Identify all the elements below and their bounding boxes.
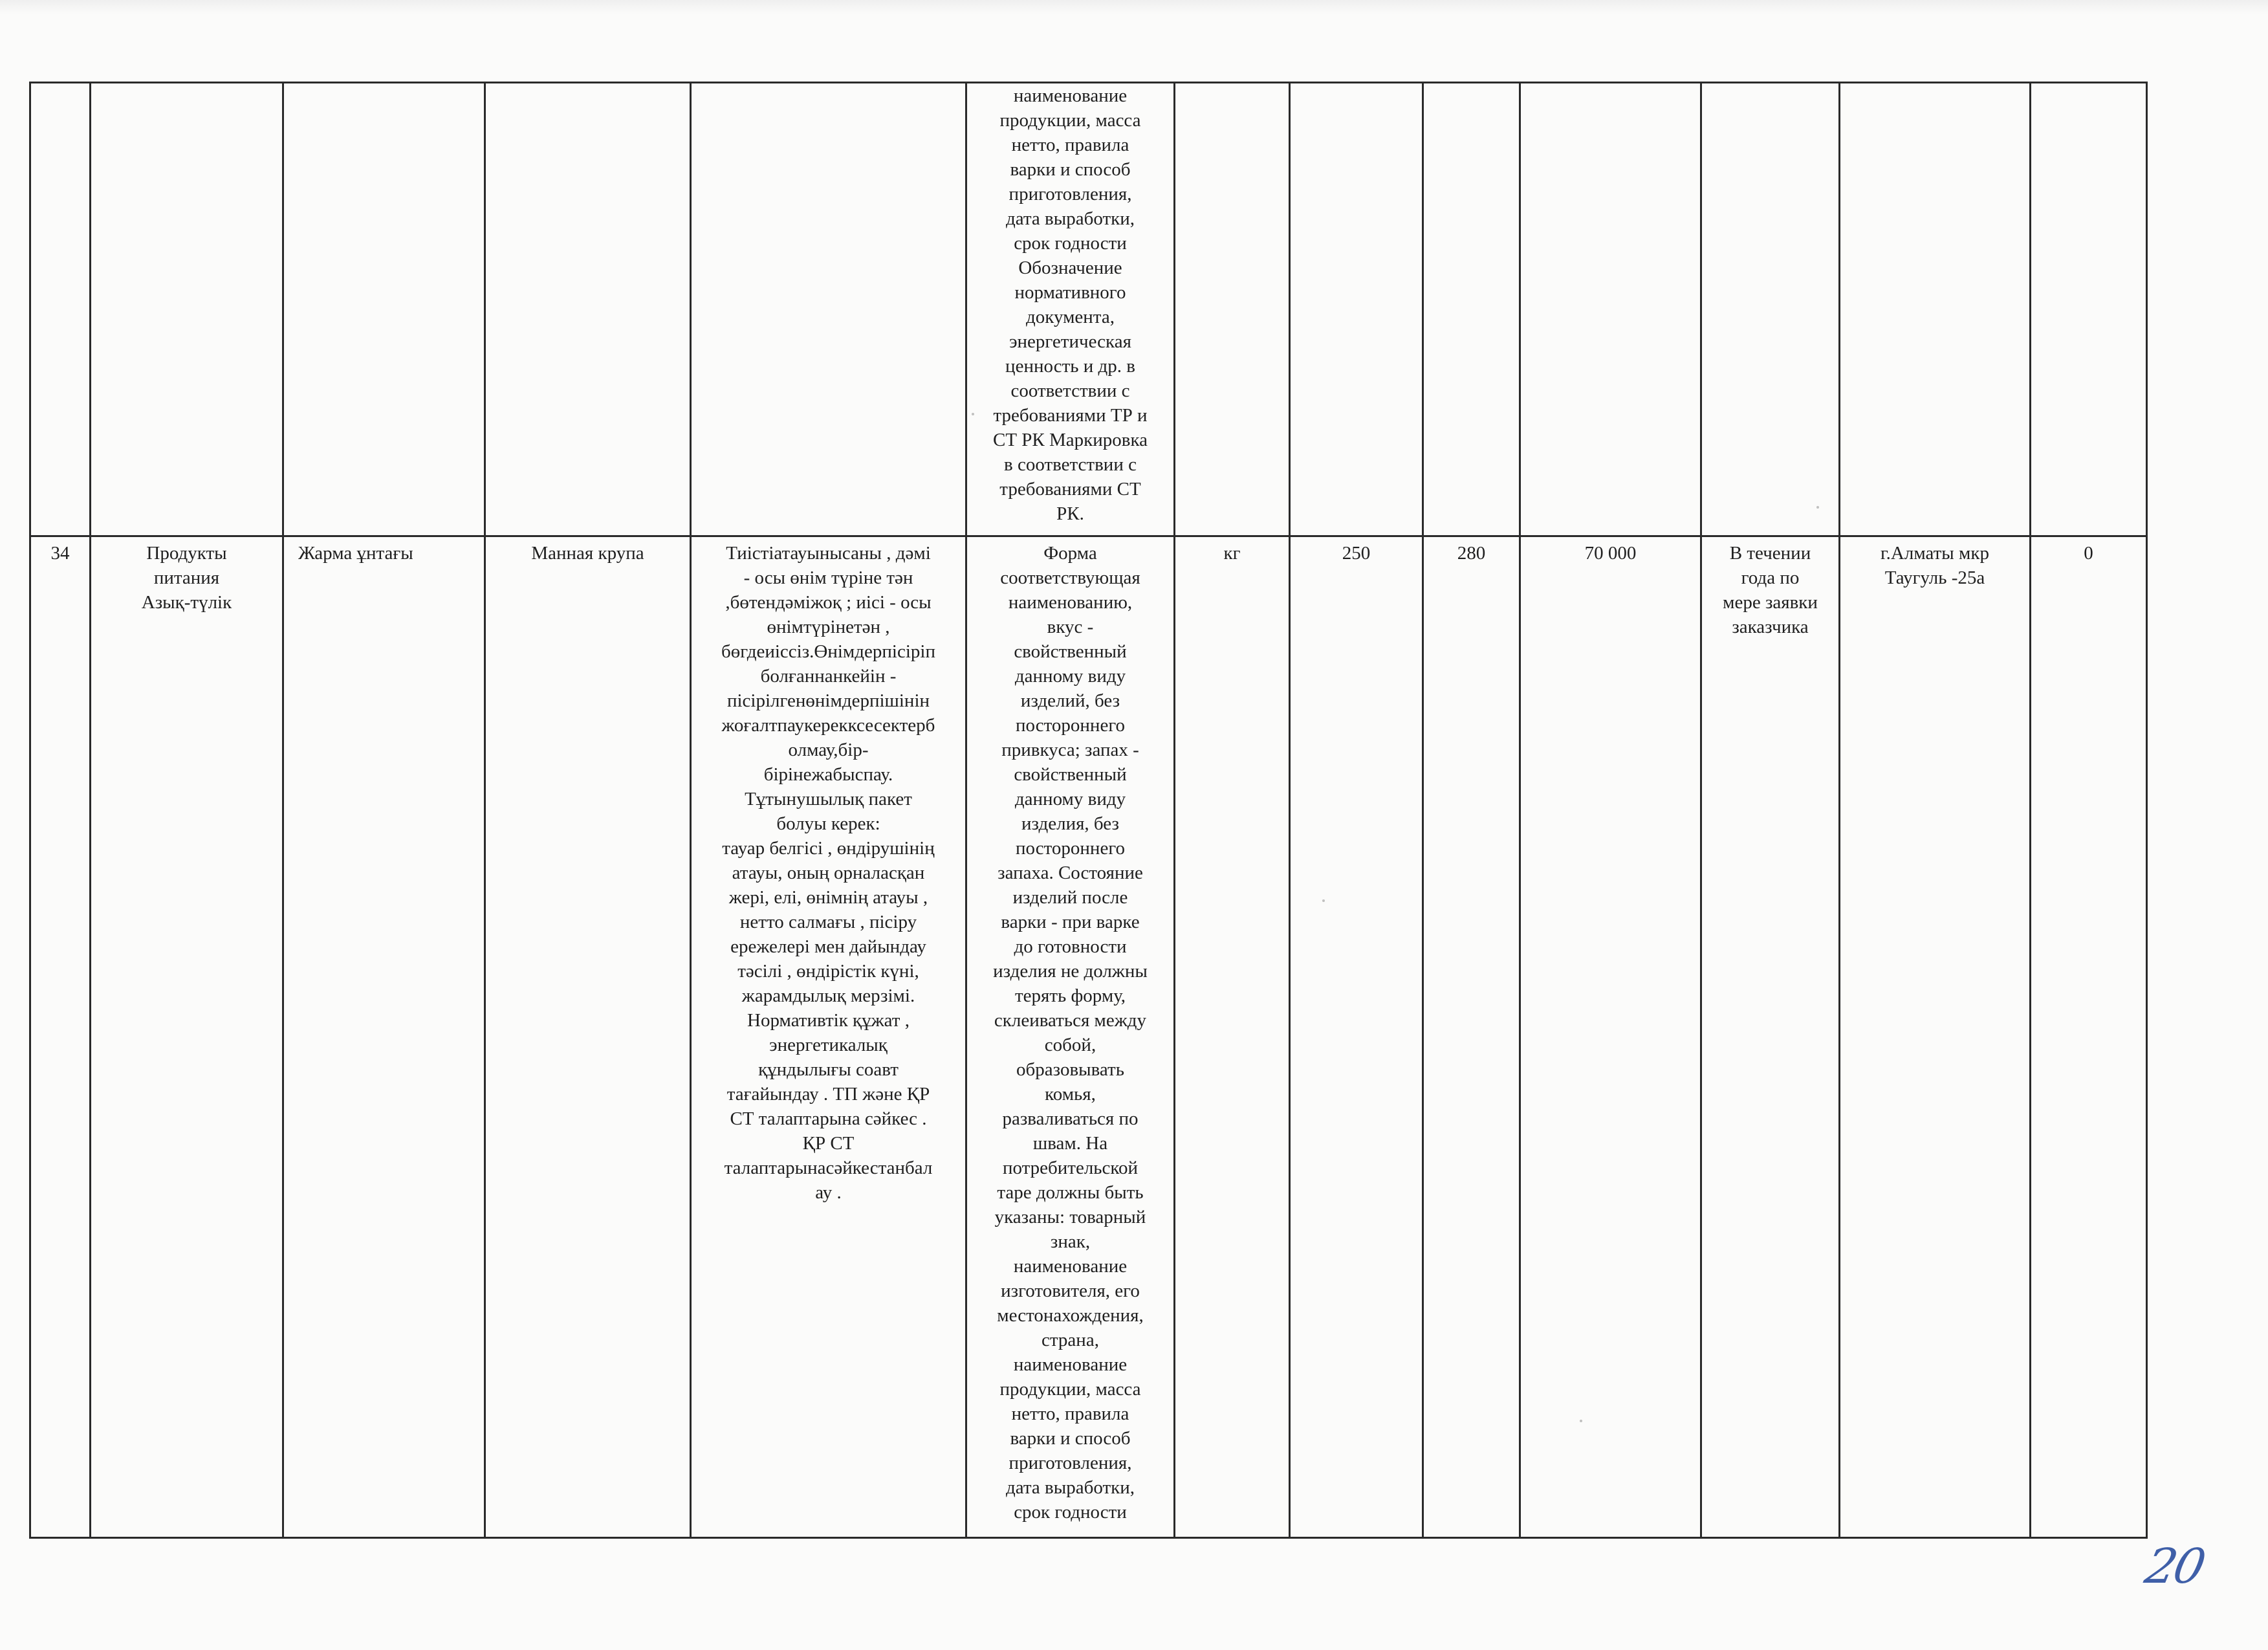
cell-delivery-term: В течении года по мере заявки заказчика: [1701, 536, 1840, 1538]
cell-description-kz: Тиістіатауынысаны , дәмі - осы өнім түріне тән ,бөтендәміжоқ ; иісі - осы өнімтүрінетән , бөгдеиіссіз.Өнімдерпісіріп болғаннанкейін - пісірілгенөнімдерпішінін жоғалтпаукерекксесектерб олмау,бір- бірінежабыспау. Тұтынушылық пакет болуы керек: тауар белгісі , өндірушінің атауы, оның орналасқан жері, елі, өнімнің атауы , нетто салмағы , пісіру ережелері мен дайындау тәсілі , өндірістік күні, жарамдылық мерзімі. Нормативтік құжат , энергетикалық құндылығы соавт тағайындау . ТП және ҚР СТ талаптарына сәйкес . ҚР СТ талаптарынасәйкестанбал ау .: [691, 536, 966, 1538]
scan-speck: [1580, 1420, 1582, 1422]
cell-delivery-term-empty: [1701, 83, 1840, 536]
scan-shadow: [0, 0, 2268, 14]
cell-price: 280: [1423, 536, 1520, 1538]
cell-description-kz-empty: [691, 83, 966, 536]
cell-name-ru-empty: [485, 83, 691, 536]
cell-description-ru: Форма соответствующая наименованию, вкус - свойственный данному виду изделий, без постороннего привкуса; запах - свойственный данному виду изделия, без постороннего запаха. Состояние изделий после варки - при варке до готовности изделия не должны терять форму, склеиваться между собой, образовывать комья, разваливаться по швам. На потребительской таре должны быть указаны: товарный знак, наименование изготовителя, его местонахождения, страна, наименование продукции, масса нетто, правила варки и способ приготовления, дата выработки, срок годности: [966, 536, 1175, 1538]
cell-number-empty: [30, 83, 91, 536]
cell-advance-empty: [2031, 83, 2147, 536]
cell-description-ru-continued: наименование продукции, масса нетто, правила варки и способ приготовления, дата выработки, срок годности Обозначение нормативного документа, энергетическая ценность и др. в соответствии с требованиями ТР и СТ РК Маркировка в соответствии с требованиями СТ РК.: [966, 83, 1175, 536]
item-row: [30, 536, 2147, 1538]
cell-name-kz-empty: [283, 83, 485, 536]
cell-name-kz: Жарма ұнтағы: [283, 536, 485, 1538]
scan-speck: [972, 413, 974, 415]
cell-delivery-place: г.Алматы мкр Таугуль -25а: [1840, 536, 2031, 1538]
cell-quantity: 250: [1290, 536, 1423, 1538]
cell-category-empty: [91, 83, 283, 536]
cell-delivery-place-empty: [1840, 83, 2031, 536]
cell-total-empty: [1520, 83, 1701, 536]
continuation-row: [30, 83, 2147, 536]
scan-speck: [1816, 506, 1819, 509]
cell-quantity-empty: [1290, 83, 1423, 536]
cell-advance: 0: [2031, 536, 2147, 1538]
cell-unit-empty: [1175, 83, 1290, 536]
cell-category: Продукты питания Азық-түлік: [91, 536, 283, 1538]
procurement-table: [29, 82, 2148, 1539]
cell-price-empty: [1423, 83, 1520, 536]
cell-total: 70 000: [1520, 536, 1701, 1538]
handwritten-page-number: 20: [2140, 1539, 2208, 1594]
cell-unit: кг: [1175, 536, 1290, 1538]
scan-speck: [1322, 899, 1325, 902]
cell-name-ru: Манная крупа: [485, 536, 691, 1538]
cell-item-number: 34: [30, 536, 91, 1538]
